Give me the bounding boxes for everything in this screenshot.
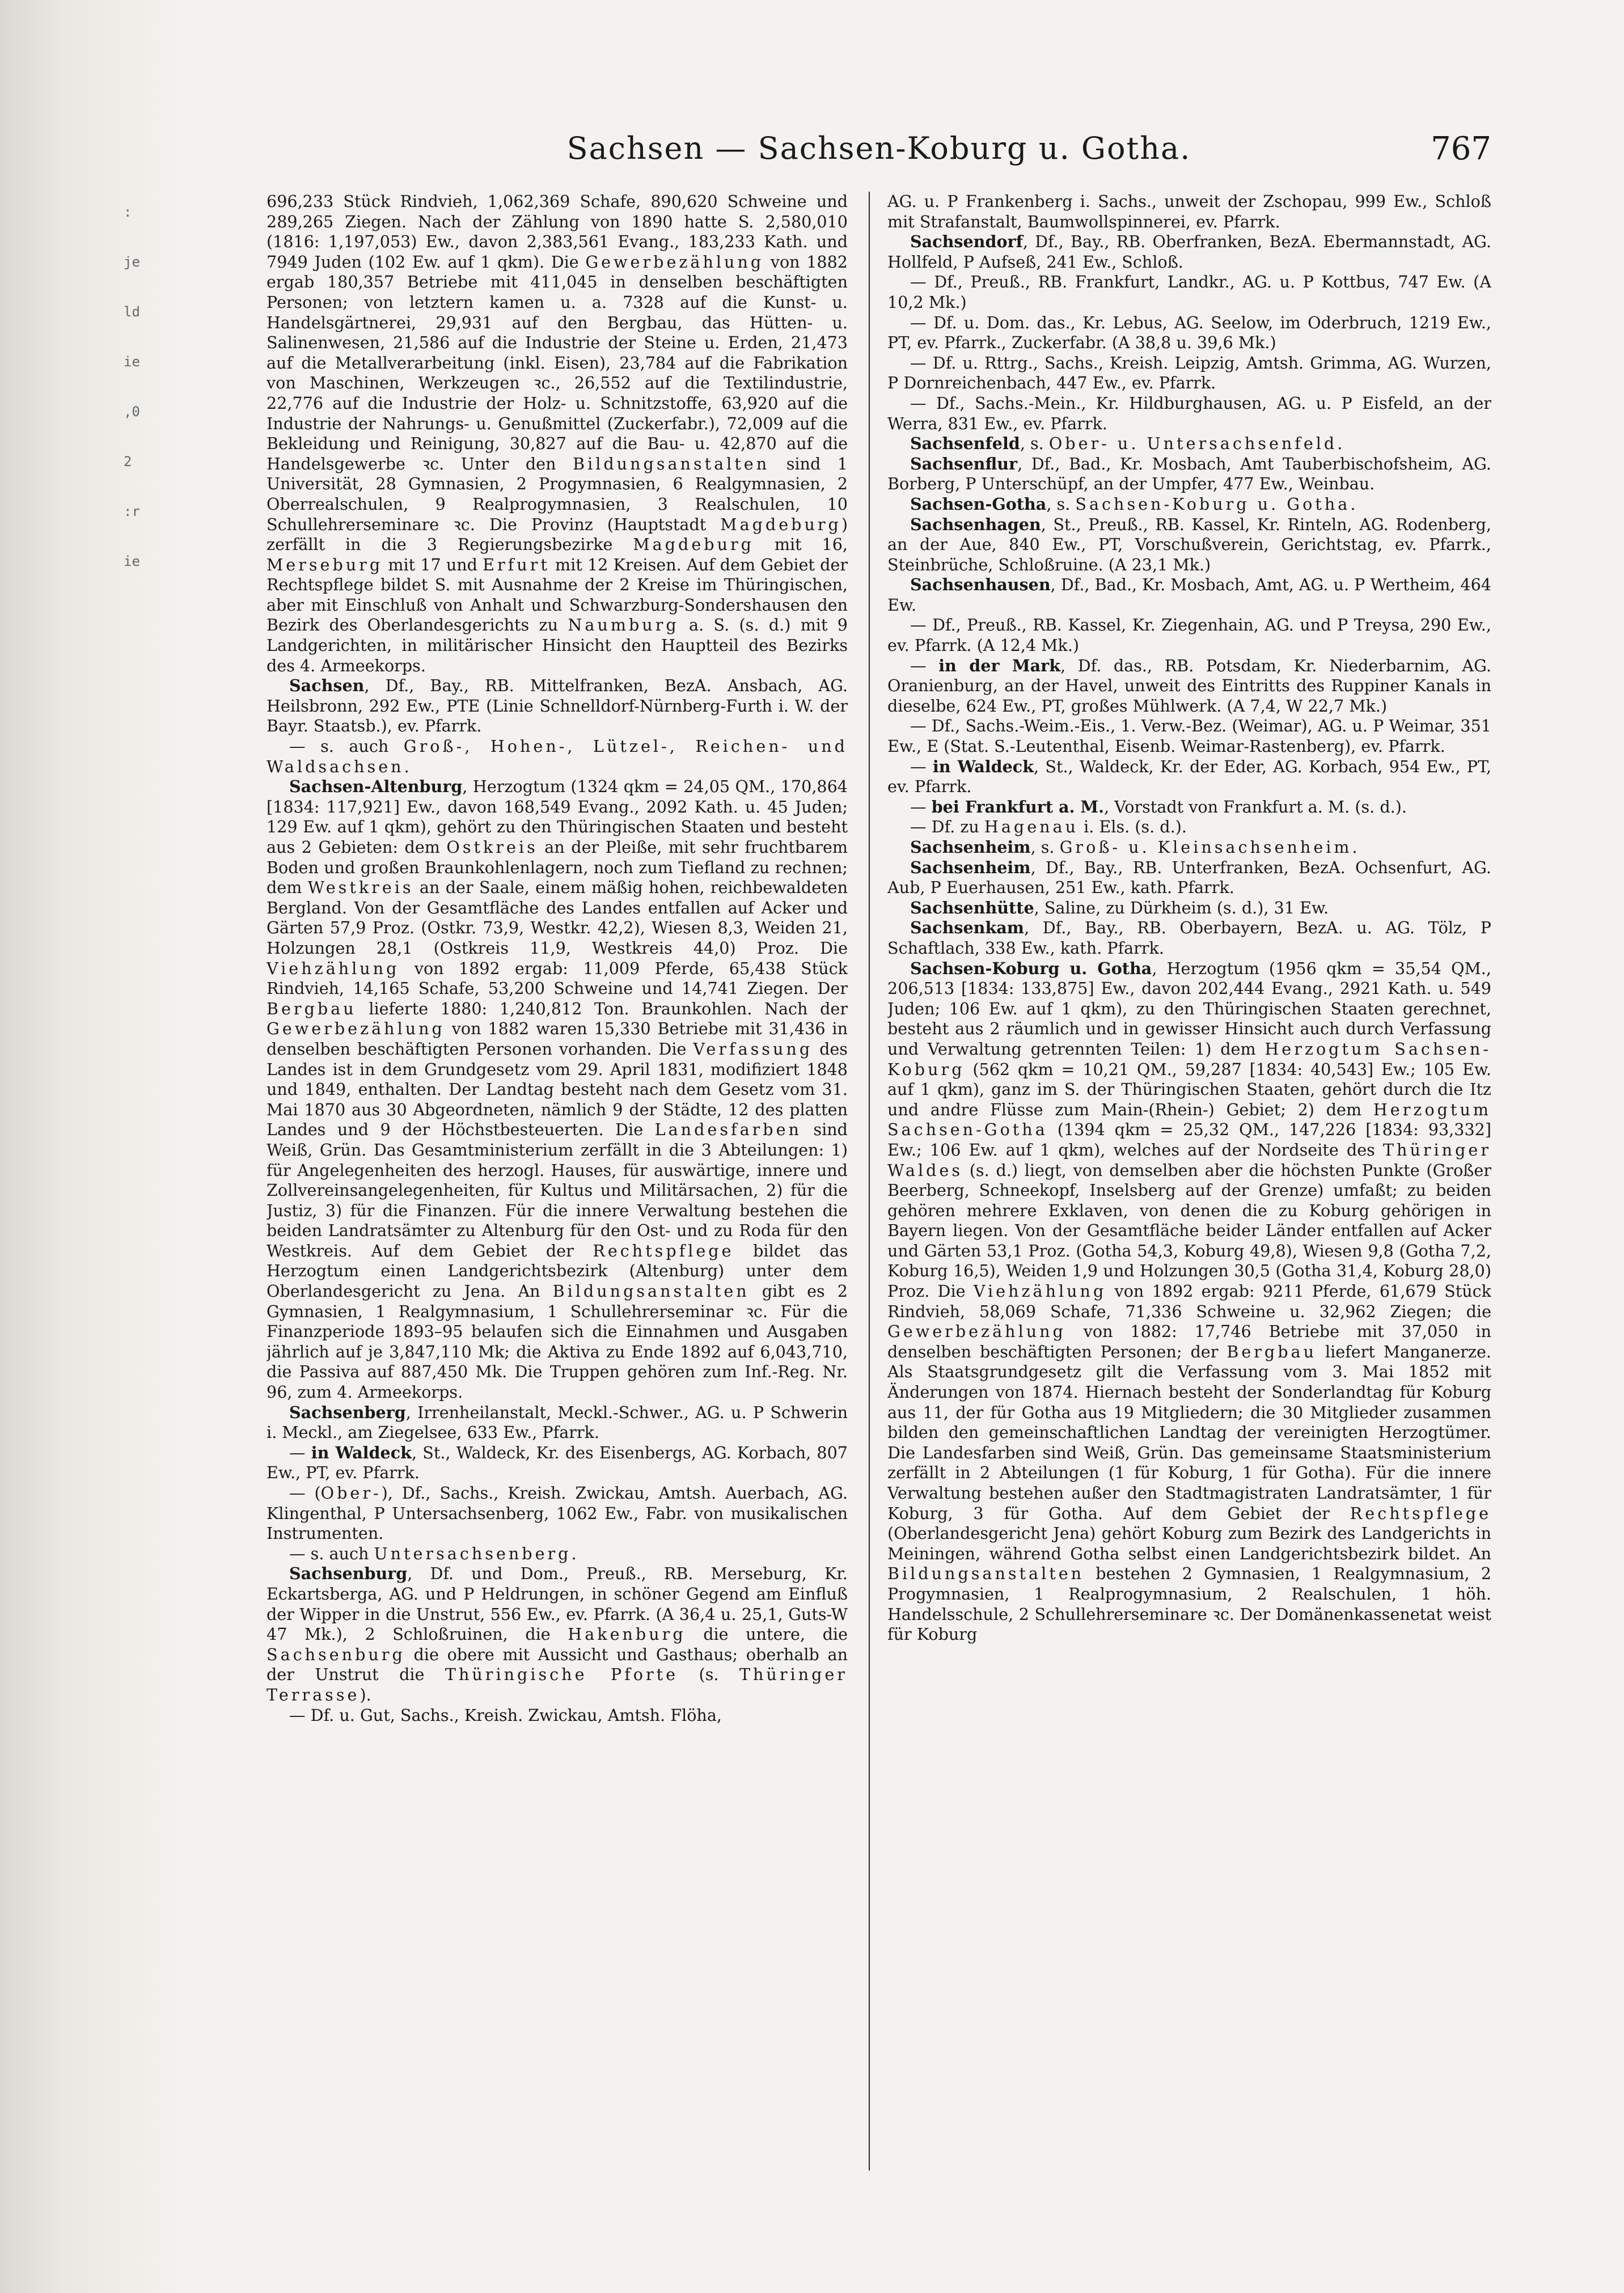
entry-text: — <box>910 797 932 816</box>
headword: in der Mark <box>938 655 1061 675</box>
entry-text: mit 16, <box>754 535 848 555</box>
headword: bei Frankfurt a. M. <box>931 797 1105 816</box>
entry-text: , Df., Bad., Kr. Mosbach, Amt Tauberbischofsheim, AG. Borberg, P Unterschüpf, an der Umpfer, 477 Ew., Weinbau. <box>887 454 1491 494</box>
entry-text: an der Saale, einem mäßig hohen, reichbewaldeten Bergland. Von der Gesamtfläche des Landes entfallen auf Acker und Gärten 57,9 Proz. (Ostkr. 73,9, Westkr. 42,2), Wiesen 8,3, Weiden 21, Holzungen 28,1 (Ostkreis 11,9, Westkreis 44,0) Proz. Die <box>267 878 848 958</box>
headword: in Waldeck <box>311 1442 412 1462</box>
entry-text: , St., Waldeck, Kr. der Eder, AG. Korbach, 954 Ew., PT, ev. Pfarrk. <box>887 756 1491 797</box>
spaced-term: Groß-, Hohen-, Lützel-, Reichen- und Waldsachsen <box>267 737 848 776</box>
headword: Sachsendorf <box>910 232 1023 252</box>
entry-text: — s. auch <box>289 737 404 756</box>
entry-text: bestehen 2 Gymnasien, 1 Realgymnasium, 2 Progymnasien, 1 Realprogymnasium, 2 Realschulen, 1 höh. Handelsschule, 2 Schullehrerseminare ꝛc. Der Domänenkassenetat weist für Koburg <box>887 1564 1491 1644</box>
entry-text: (562 qkm = 10,21 QM., 59,287 [1834: 40,543] Ew.; 105 Ew. auf 1 qkm), ganz im S. der Thüringischen Staaten, gehört durch die Itz und andre Flüsse zum Main-(Rhein-) Gebiet; 2) dem <box>887 1059 1491 1119</box>
entry-text: , Df. und Dom., Preuß., RB. Merseburg, Kr. Eckartsberga, AG. und P Heldrungen, in schöner Gegend am Einfluß der Wipper in die Unstrut, 556 Ew., ev. Pfarrk. (A 36,4 u. 25,1, Guts-W 47 Mk.), 2 Schloßruinen, die <box>267 1564 848 1644</box>
entry <box>887 394 1491 434</box>
entry-text: a. S. (s. d.) mit 9 Landgerichten, in militärischer Hinsicht den Hauptteil des Bezirks des 4. Armeekorps. <box>267 615 848 675</box>
entry-text: , St., Preuß., RB. Kassel, Kr. Rinteln, AG. Rodenberg, an der Aue, 840 Ew., PT, Vorschußverein, Gerichtstag, ev. Pfarrk., Steinbrüche, Schloßruine. (A 23,1 Mk.) <box>887 514 1491 574</box>
headword: in Waldeck <box>932 756 1034 776</box>
entry-text: (s. <box>678 1665 739 1685</box>
entry-text: lieferte 1880: 1,240,812 Ton. Braunkohlen. Nach der <box>356 999 848 1018</box>
entry-text: (s. d.) liegt, von demselben aber die höchsten Punkte (Großer Beerberg, Schneekopf, Inselsberg auf der Grenze) umfaßt; zu beiden gehören mehrere Exklaven, von denen die zu Koburg gehörigen in Bayern liegen. Von der Gesamtfläche beider Länder entfallen auf Acker und Gärten 53,1 Proz. (Gotha 54,3, Koburg 49,8), Wiesen 9,8 (Gotha 7,2, Koburg 16,5), Weiden 1,9 und Holzungen 30,5 (Gotha 31,4, Koburg 28,0) Proz. Die <box>887 1160 1491 1301</box>
column-rule <box>869 192 870 2171</box>
entry <box>887 515 1491 576</box>
entry-text: sind 1 Universität, 28 Gymnasien, 2 Progymnasien, 6 Realgymnasien, 2 Oberrealschulen, 9 Realprogymnasien, 3 Realschulen, 10 Schullehrerseminare ꝛc. Die Provinz (Hauptstadt <box>267 454 848 534</box>
entry-text: . <box>1352 837 1357 857</box>
spaced-term: Thüringische Pforte <box>445 1665 679 1685</box>
entry <box>267 1564 848 1705</box>
spaced-term: Sachsenburg <box>267 1644 405 1664</box>
headword: Sachsenberg <box>289 1402 406 1422</box>
spaced-term: Herzogtum Sachsen-Koburg <box>887 1039 1491 1079</box>
entry-text: , Vorstadt von Frankfurt a. M. (s. d.). <box>1104 797 1407 816</box>
entry <box>887 454 1491 494</box>
spaced-term: Naumburg <box>568 615 679 635</box>
entry-text: — Df., Sachs.-Weim.-Eis., 1. Verw.-Bez. (Weimar), AG. u. P Weimar, 351 Ew., E (Stat. S.-Leutenthal, Eisenb. Weimar-Rastenberg), ev. Pfarrk. <box>887 716 1491 756</box>
entry-text: des Landes ist in dem Grundgesetz vom 29. April 1831, modifiziert 1848 und 1849, enthalten. Der Landtag besteht nach dem Gesetz vom 31. Mai 1870 aus 30 Abgeordneten, nämlich 9 der Städte, 12 des platten Landes und 9 der Höchstbesteuerten. Die <box>267 1039 848 1140</box>
entry <box>887 858 1491 898</box>
entry-text: — <box>910 655 939 675</box>
headword: Sachsenheim <box>910 857 1031 877</box>
page-header <box>267 119 1491 187</box>
spaced-term: Groß- u. Kleinsachsenheim <box>1059 837 1352 857</box>
entry-text: AG. u. P Frankenberg i. Sachs., unweit der Zschopau, 999 Ew., Schloß mit Strafanstalt, Baumwollspinnerei, ev. Pfarrk. <box>887 192 1491 231</box>
entry-text: ). <box>360 1685 371 1704</box>
spaced-term: Thüringer Terrasse <box>267 1665 848 1704</box>
entry-text: , Df., Bad., Kr. Mosbach, Amt, AG. u. P Wertheim, 464 Ew. <box>887 575 1491 615</box>
entry-text: , s. <box>1046 494 1076 514</box>
headword: Sachsenhagen <box>910 514 1041 534</box>
headword: Sachsenfeld <box>910 434 1020 454</box>
entry <box>887 494 1491 515</box>
entry-text: bildet das Herzogtum einen Landgerichtsbezirk (Altenburg) unter dem Oberlandesgericht zu Jena. An <box>267 1241 848 1301</box>
spaced-term: Rechtspflege <box>593 1241 734 1260</box>
entry-text: von 1882: 17,746 Betriebe mit 37,050 in denselben beschäftigten Personen; der <box>887 1322 1491 1361</box>
spaced-term: Erfurt <box>483 555 550 574</box>
page <box>267 119 1491 2217</box>
entry <box>887 272 1491 312</box>
entry-text: — Df. u. Rttrg., Sachs., Kreish. Leipzig, Amtsh. Grimma, AG. Wurzen, P Dornreichenbach, 447 Ew., ev. Pfarrk. <box>887 353 1491 393</box>
entry-text: , Df., Bay., RB. Unterfranken, BezA. Ochsenfurt, AG. Aub, P Euerhausen, 251 Ew., kath. Pfarrk. <box>887 857 1491 898</box>
page-number: 767 <box>1431 130 1491 167</box>
entry-text: , Herzogtum (1324 qkm = 24,05 QM., 170,864 [1834: 117,921] Ew., davon 168,549 Evang., 2092 Kath. u. 45 Juden; 129 Ew. auf 1 qkm), gehört zu den Thüringischen Staaten und besteht aus 2 Gebieten: dem <box>267 777 848 857</box>
entry-text: von 1892 ergab: 9211 Pferde, 61,679 Stück Rindvieh, 58,069 Schafe, 71,336 Schweine u. 32,962 Ziegen; die <box>887 1281 1491 1321</box>
headword: Sachsenhütte <box>910 898 1034 917</box>
entry-text: , Irrenheilanstalt, Meckl.-Schwer., AG. u. P Schwerin i. Meckl., am Ziegelsee, 633 Ew., Pfarrk. <box>267 1402 848 1442</box>
entry-text: , s. <box>1020 434 1049 454</box>
headword: Sachsenflur <box>910 454 1018 473</box>
entry <box>267 1544 848 1564</box>
entry <box>887 817 1491 837</box>
spaced-term: Hagenau <box>984 817 1079 837</box>
entry-text: (1394 qkm = 25,32 QM., 147,226 [1834: 93,332] Ew.; 106 Ew. auf 1 qkm), welches auf der Nordseite des <box>887 1120 1491 1160</box>
entry <box>267 737 848 777</box>
right-column <box>887 192 1491 2188</box>
entry-text: . <box>404 756 409 776</box>
entry <box>887 837 1491 858</box>
entry <box>267 1483 848 1544</box>
entry-text: , Df., Bay., RB. Mittelfranken, BezA. Ansbach, AG. Heilsbronn, 292 Ew., PTE (Linie Schnelldorf-Nürnberg-Furth i. W. der Bayr. Staatsb.), ev. Pfarrk. <box>267 676 848 736</box>
entry-text: — Df. u. Dom. das., Kr. Lebus, AG. Seelow, im Oderbruch, 1219 Ew., PT, ev. Pfarrk., Zuckerfabr. (A 38,8 u. 39,6 Mk.) <box>887 312 1491 353</box>
spaced-term: Gewerbezählung <box>887 1322 1066 1342</box>
entry-text: , St., Waldeck, Kr. des Eisenbergs, AG. Korbach, 807 Ew., PT, ev. Pfarrk. <box>267 1442 848 1483</box>
spaced-term: Verfassung <box>693 1039 813 1059</box>
headword: Sachsenkam <box>910 918 1025 938</box>
entry-text: die untere, die <box>686 1624 848 1644</box>
entry <box>887 918 1491 958</box>
entry <box>267 1443 848 1483</box>
entry <box>887 434 1491 454</box>
margin-marks: : je ld ie ,0 2 :r ie <box>124 204 140 569</box>
entry-text: — <box>289 1442 311 1462</box>
entry <box>267 192 848 676</box>
entry <box>267 1403 848 1443</box>
spaced-term: Bergbau <box>1227 1342 1317 1361</box>
entry-text: . <box>1337 434 1343 454</box>
spaced-term: Bildungsanstalten <box>887 1564 1085 1584</box>
entry-text: von 1892 ergab: 11,009 Pferde, 65,438 Stück Rindvieh, 14,165 Schafe, 53,200 Schweine und 14,741 Ziegen. Der <box>267 958 848 999</box>
entry-text: — Df., Preuß., RB. Kassel, Kr. Ziegenhain, AG. und P Treysa, 290 Ew., ev. Pfarrk. (A 12,4 Mk.) <box>887 615 1491 655</box>
headword: Sachsen <box>289 676 365 696</box>
spaced-term: Viehzählung <box>267 958 400 978</box>
spaced-term: Ober- u. Untersachsenfeld <box>1048 434 1338 454</box>
entry-text: — Df., Preuß., RB. Frankfurt, Landkr., AG. u. P Kottbus, 747 Ew. (A 10,2 Mk.) <box>887 272 1491 312</box>
spaced-term: Thüringer Waldes <box>887 1140 1491 1180</box>
spaced-term: Ober- <box>320 1483 382 1503</box>
entry <box>887 716 1491 756</box>
spaced-term: Gewerbezählung <box>585 252 764 272</box>
entry-text: — ( <box>289 1483 321 1503</box>
spaced-term: Merseburg <box>267 555 383 574</box>
spaced-term: Untersachsenberg <box>374 1543 572 1563</box>
headword: Sachsen-Gotha <box>910 494 1047 514</box>
spaced-term: Westkreis <box>307 878 414 898</box>
spaced-term: Rechtspflege <box>1350 1503 1491 1523</box>
entry-text: , Saline, zu Dürkheim (s. d.), 31 Ew. <box>1034 898 1329 917</box>
entry-text: gibt es 2 Gymnasien, 1 Realgymnasium, 1 Schullehrerseminar ꝛc. Für die Finanzperiode 1893–95 belaufen sich die Einnahmen und Ausgaben jährlich auf je 3,847,110 Mk; die Aktiva zu Ende 1892 auf 6,043,710, die Passiva auf 887,450 Mk. Die Truppen gehören zum Inf.-Reg. Nr. 96, zum 4. Armeekorps. <box>267 1281 848 1402</box>
spaced-term: Magdeburg <box>633 535 754 555</box>
entry-text: , s. <box>1030 837 1060 857</box>
entry-text: . <box>1350 494 1356 514</box>
entry-text: (Oberlandesgericht Jena) gehört Koburg zum Bezirk des Landgerichts in Meiningen, während Gotha selbst einen Landgerichtsbezirk bildet. An <box>887 1524 1491 1563</box>
spaced-term: Sachsen-Koburg u. Gotha <box>1075 494 1351 514</box>
entry <box>887 656 1491 717</box>
entry-text: . <box>571 1543 577 1563</box>
spaced-term: Herzogtum Sachsen-Gotha <box>887 1099 1491 1140</box>
entry-text: die obere mit Aussicht und Gasthaus; oberhalb an der Unstrut die <box>267 1644 848 1685</box>
entry <box>887 192 1491 232</box>
entry <box>887 353 1491 394</box>
entry-text: — s. auch <box>289 1543 374 1563</box>
spaced-term: Landesfarben <box>654 1120 802 1140</box>
entry-text: , Df., Bay., RB. Oberbayern, BezA. u. AG. Tölz, P Schaftlach, 338 Ew., kath. Pfarrk. <box>887 918 1491 958</box>
spaced-term: Gewerbezählung <box>267 1019 445 1039</box>
scan-edge <box>0 0 181 2293</box>
entry-text: — <box>910 756 933 776</box>
entry <box>267 1706 848 1726</box>
headword: Sachsen-Altenburg <box>289 777 463 797</box>
entry-text: von 1882 ergab 180,357 Betriebe mit 411,045 in denselben beschäftigten Personen; von letztern kamen u. a. 7328 auf die Kunst- u. Handelsgärtnerei, 29,931 auf den Bergbau, das Hütten- u. Salinenwesen, 21,586 auf die Industrie der Steine u. Erden, 21,473 auf die Metallverarbeitung (inkl. Eisen), 23,784 auf die Fabrikation von Maschinen, Werkzeugen ꝛc., 26,552 auf die Textilindustrie, 22,776 auf die Industrie der Holz- u. Schnitzstoffe, 63,920 auf die Industrie der Nahrungs- u. Genußmittel (Zuckerfabr.), 72,009 auf die Bekleidung und Reinigung, 30,827 auf die Bau- u. 42,870 auf die Handelsgewerbe ꝛc. Unter den <box>267 252 848 473</box>
headword: Sachsen-Koburg u. Gotha <box>910 958 1152 978</box>
spaced-term: Viehzählung <box>973 1281 1107 1301</box>
entry-text: liefert Manganerze. Als Staatsgrundgesetz gilt die Verfassung vom 3. Mai 1852 mit Änderungen von 1874. Hiernach besteht der Sonderlandtag für Koburg aus 11, der für Gotha aus 19 Mitgliedern; die 30 Mitglieder zusammen bilden den gemeinschaftlichen Landtag der vereinigten Herzogtümer. Die Landesfarben sind Weiß, Grün. Das gemeinsame Staatsministerium zerfällt in 2 Abteilungen (1 für Koburg, 1 für Gotha). Für die innere Verwaltung bestehen außer den Stadtmagistraten Landratsämter, 1 für Koburg, 3 für Gotha. Auf dem Gebiet der <box>887 1342 1491 1523</box>
spaced-term: Bildungsanstalten <box>552 1281 750 1301</box>
spaced-term: Magdeburg <box>720 514 841 534</box>
left-column <box>267 192 848 2188</box>
entry <box>887 757 1491 797</box>
entry <box>887 898 1491 919</box>
entry-text: mit 12 Kreisen. Auf dem Gebiet der Rechtspflege bildet S. mit Ausnahme der 2 Kreise im Thüringischen, aber mit Einschluß von Anhalt und Schwarzburg-Sondershausen den Bezirk des Oberlandesgerichts zu <box>267 555 848 635</box>
entry-text: sind Weiß, Grün. Das Gesamtministerium zerfällt in die 3 Abteilungen: 1) für Angelegenheiten des herzogl. Hauses, für auswärtige, innere und Zollvereinsangelegenheiten, für Kultus und Militärsachen, 2) für die Justiz, 3) für die Finanzen. Für die innere Verwaltung bestehen die beiden Landratsämter zu Altenburg für den Ost- und zu Roda für den Westkreis. Auf dem Gebiet der <box>267 1120 848 1260</box>
entry-text: , Df. das., RB. Potsdam, Kr. Niederbarnim, AG. Oranienburg, an der Havel, unweit des Eintritts des Ruppiner Kanals in dieselbe, 624 Ew., PT, großes Mühlwerk. (A 7,4, W 22,7 Mk.) <box>887 655 1491 716</box>
entry-text: an der Pleiße, mit sehr fruchtbarem Boden und großen Braunkohlenlagern, noch zum Tiefland zu rechnen; dem <box>267 837 848 898</box>
running-head: Sachsen — Sachsen-Koburg u. Gotha. <box>566 130 1191 166</box>
entry-text: , Herzogtum (1956 qkm = 35,54 QM., 206,513 [1834: 133,875] Ew., davon 202,444 Evang., 2921 Kath. u. 549 Juden; 106 Ew. auf 1 qkm), zu den Thüringischen Staaten gerechnet, besteht aus 2 räumlich und in gewisser Hinsicht auch durch Verfassung und Verwaltung getrennten Teilen: 1) dem <box>887 958 1491 1059</box>
entry <box>887 615 1491 655</box>
entry <box>887 797 1491 818</box>
spaced-term: Bildungsanstalten <box>573 454 770 473</box>
entry <box>887 959 1491 1645</box>
headword: Sachsenheim <box>910 837 1031 857</box>
entry-text: — Df., Sachs.-Mein., Kr. Hildburghausen, AG. u. P Eisfeld, an der Werra, 831 Ew., ev. Pfarrk. <box>887 393 1491 433</box>
entry <box>267 777 848 1402</box>
entry-text: ) zerfällt in die 3 Regierungsbezirke <box>267 514 848 555</box>
entry-text: 696,233 Stück Rindvieh, 1,062,369 Schafe, 890,620 Schweine und 289,265 Ziegen. Nach der Zählung von 1890 hatte S. 2,580,010 (1816: 1,197,053) Ew., davon 2,383,561 Evang., 183,233 Kath. und 7949 Juden (102 Ew. auf 1 qkm). Die <box>267 192 848 272</box>
spaced-term: Ostkreis <box>446 837 538 857</box>
entry-text: , Df., Bay., RB. Oberfranken, BezA. Ebermannstadt, AG. Hollfeld, P Aufseß, 241 Ew., Schloß. <box>887 232 1491 272</box>
spaced-term: Bergbau <box>267 999 357 1018</box>
headword: Sachsenburg <box>289 1564 408 1584</box>
entry <box>887 232 1491 272</box>
entry-text: ), Df., Sachs., Kreish. Zwickau, Amtsh. Auerbach, AG. Klingenthal, P Untersachsenberg, 1062 Ew., Fabr. von musikalischen Instrumenten. <box>267 1483 848 1543</box>
entry <box>887 575 1491 615</box>
entry-text: mit 17 und <box>383 555 483 574</box>
entry-text: i. Els. (s. d.). <box>1079 817 1187 837</box>
entry <box>887 313 1491 353</box>
headword: Sachsenhausen <box>910 575 1051 595</box>
entry-text: von 1882 waren 15,330 Betriebe mit 31,436 in denselben beschäftigten Personen vorhanden. Die <box>267 1019 848 1059</box>
spaced-term: Hakenburg <box>568 1624 686 1644</box>
entry-text: — Df. u. Gut, Sachs., Kreish. Zwickau, Amtsh. Flöha, <box>289 1705 722 1725</box>
entry-text: — Df. zu <box>910 817 984 837</box>
entry <box>267 676 848 737</box>
